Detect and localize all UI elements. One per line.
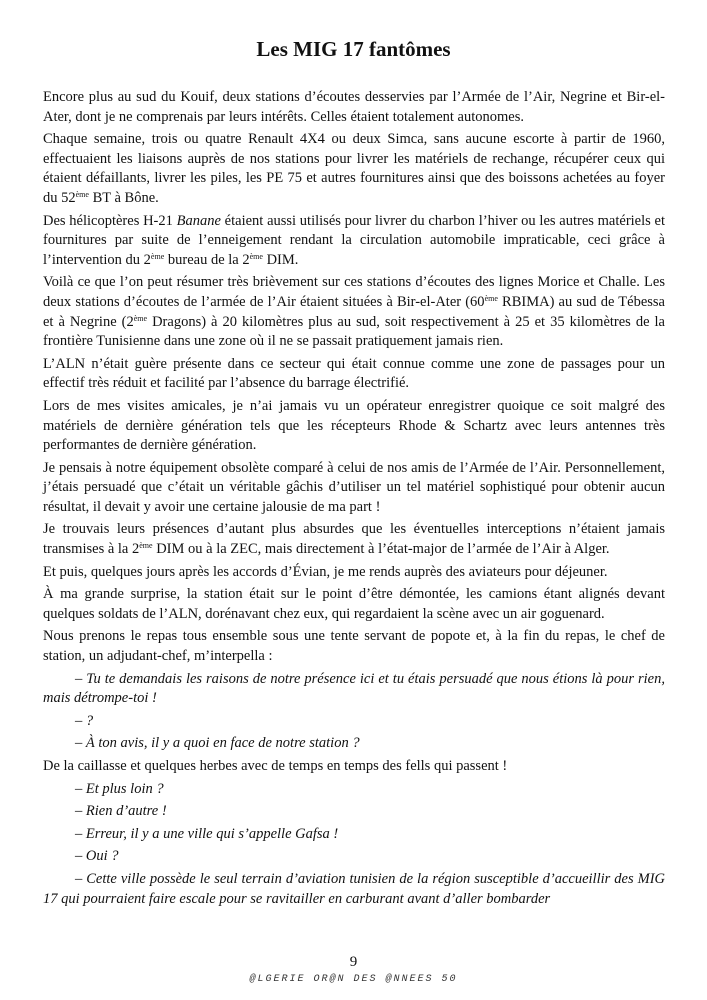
paragraph: De la caillasse et quelques herbes avec de temps en temps des fells qui passent ! [43, 758, 508, 774]
page-number: 9 [349, 954, 358, 970]
paragraph: Je pensais à notre équipement obsolète comparé à celui de nos amis de l’Armée de l’Air. Personnellement, j’étais persuadé que c’était un véritable gâchis d’utiliser un tel matériel sophistiqué pour obtenir aucun résultat, il devait y avoir une certaine jalousie de ma part ! [43, 459, 665, 515]
page-title: Les MIG 17 fantômes [256, 37, 451, 61]
paragraph: Et puis, quelques jours après les accords d’Évian, je me rends auprès des aviateurs pour déjeuner. [43, 563, 608, 580]
dialogue-line: – À ton avis, il y a quoi en face de notre station ? [75, 735, 360, 752]
paragraph: Nous prenons le repas tous ensemble sous une tente servant de popote et, à la fin du repas, le chef de station, un adjudant-chef, m’interpella : [43, 628, 665, 665]
dialogue-line: – Oui ? [75, 848, 119, 865]
dialogue-line: – Et plus loin ? [75, 780, 164, 797]
article-body [43, 88, 665, 912]
paragraph: À ma grande surprise, la station était sur le point d’être démontée, les camions étant alignés devant quelques soldats de l’ALN, dorénavant chez eux, qui regardaient la scène avec un air goguenard. [43, 586, 665, 622]
paragraph: Je trouvais leurs présences d’autant plus absurdes que les éventuelles interceptions n’étaient jamais transmises à la 2ème DIM ou à la ZEC, mais directement à l’état-major de l’armée de l’Air à Alger. [43, 521, 665, 558]
footer-text: @LGERIE OR@N DES @NNEES 50 [249, 974, 458, 985]
paragraph: Des hélicoptères H-21 Banane étaient aussi utilisés pour livrer du charbon l’hiver ou les autres matériels et fournitures par suite de l’enneigement rendant la circulation automobile impraticable, ceci grâce à l’intervention du 2ème bureau de la 2ème DIM. [43, 212, 665, 268]
dialogue-line: – Erreur, il y a une ville qui s’appelle Gafsa ! [75, 825, 339, 842]
paragraph: L’ALN n’était guère présente dans ce secteur qui était connue comme une zone de passages pour un effectif très réduit et facilité par l’absence du barrage électrifié. [43, 355, 665, 392]
paragraph: Encore plus au sud du Kouif, deux stations d’écoutes desservies par l’Armée de l’Air, Negrine et Bir-el-Ater, dont je ne comprenais par leurs intérêts. Celles étaient totalement autonomes. [43, 89, 665, 125]
paragraph: Voilà ce que l’on peut résumer très brièvement sur ces stations d’écoutes des lignes Morice et Challe. Les deux stations d’écoutes de l’armée de l’Air étaient situées à Bir-el-Ater (60ème RBIMA) au sud de Tébessa et à Negrine (2ème Dragons) à 20 kilomètres plus au sud, soit respectivement à 25 et 35 kilomètres de la frontière Tunisienne dans une zone où il ne se passait pratiquement jamais rien. [43, 274, 665, 350]
dialogue-line: – Tu te demandais les raisons de notre présence ici et tu étais persuadé que nous étions là pour rien, mais détrompe-toi ! [43, 670, 665, 707]
dialogue-line: – Rien d’autre ! [75, 803, 167, 820]
paragraph: Chaque semaine, trois ou quatre Renault 4X4 ou deux Simca, sans aucune escorte à partir de 1960, effectuaient les liaisons auprès de nos stations pour livrer les matériels de rechange, récupérer ceux qui étaient défaillants, livrer les piles, les PE 75 et autres fournitures ainsi que des boissons achetées au foyer du 52ème BT à Bône. [43, 131, 665, 206]
dialogue-line: – ? [75, 712, 94, 729]
dialogue-line: – Cette ville possède le seul terrain d’aviation tunisien de la région susceptible d’accueillir des MIG 17 qui pourraient faire escale pour se ravitailler en carburant avant d’aller bombarder [43, 870, 665, 907]
paragraph: Lors de mes visites amicales, je n’ai jamais vu un opérateur enregistrer quoique ce soit malgré des matériels de dernière génération tels que les récepteurs Rhode & Schartz avec leurs antennes très performantes de dernière génération. [43, 397, 665, 454]
